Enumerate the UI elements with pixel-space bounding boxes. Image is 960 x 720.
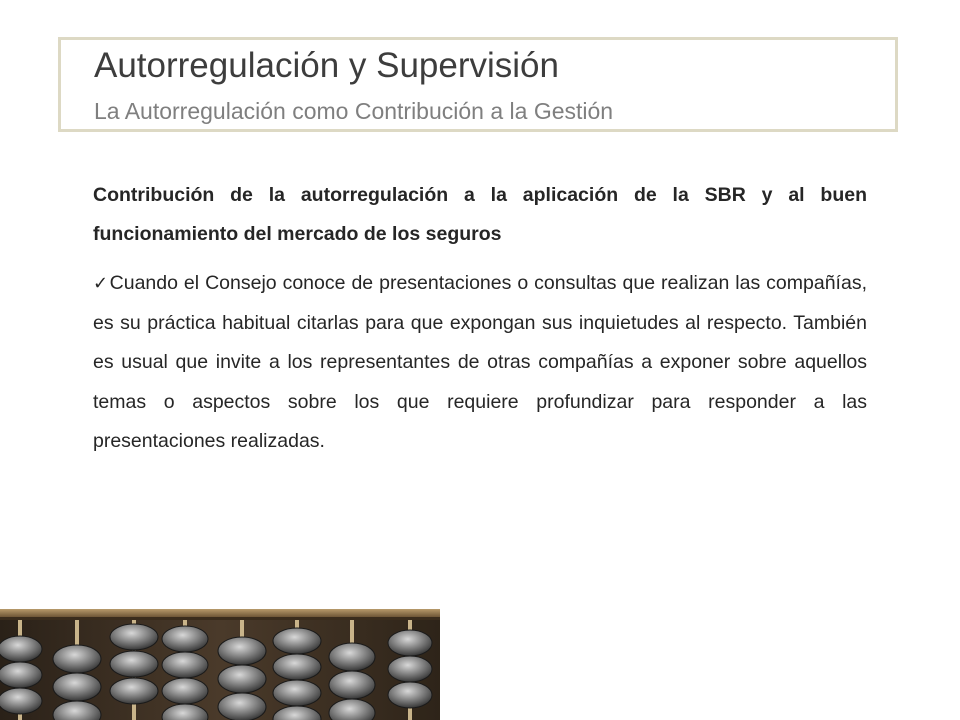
slide-subtitle: La Autorregulación como Contribución a la Gestión — [94, 98, 614, 124]
abacus-illustration — [0, 609, 440, 720]
check-icon: ✓ — [93, 273, 109, 293]
slide-content — [93, 176, 867, 462]
title-box — [58, 37, 898, 132]
bullet-item — [93, 264, 867, 462]
abacus-image — [0, 609, 440, 720]
slide-title: Autorregulación y Supervisión — [94, 46, 559, 85]
section-heading: Contribución de la autorregulación a la aplicación de la SBR y al buen funcionamiento del mercado de los seguros — [93, 184, 867, 245]
bullet-text: Cuando el Consejo conoce de presentaciones o consultas que realizan las compañías, es su práctica habitual citarlas para que expongan sus inquietudes al respecto. También es usual que invite a los representantes de otras compañías a exponer sobre aquellos temas o aspectos sobre los que requiere profundizar para responder a las presentaciones realizadas. — [93, 272, 867, 452]
